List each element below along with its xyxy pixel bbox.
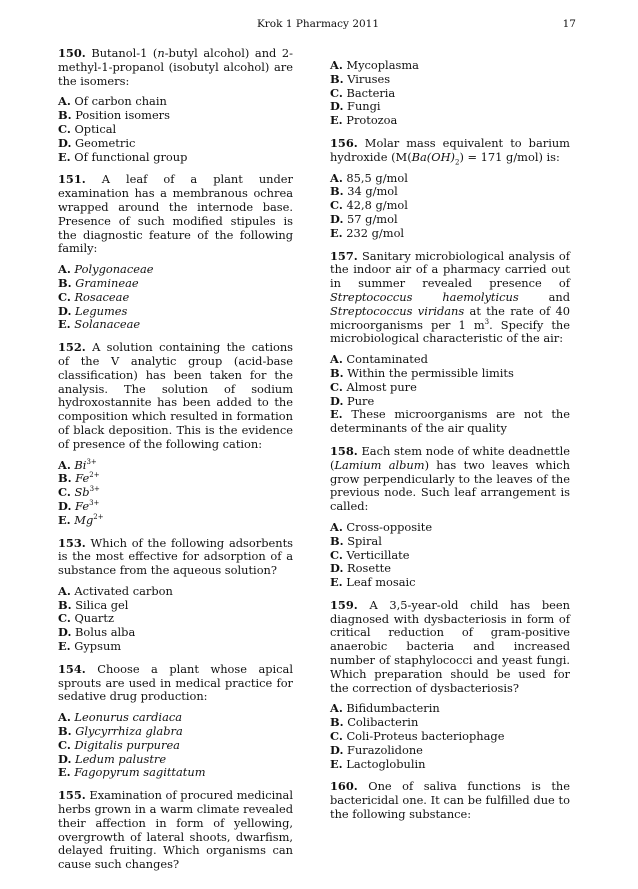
stem-text: One of saliva functions is the bactericidal one. It can be fulfilled due to the following substance:: [330, 779, 570, 822]
option-letter: E.: [58, 317, 71, 332]
answer-option[interactable]: [330, 199, 570, 213]
question-152: [58, 341, 293, 527]
cation-symbol: Fe: [71, 471, 90, 486]
answer-option[interactable]: [58, 472, 293, 486]
option-letter: C.: [330, 379, 343, 394]
option-text: Of carbon chain: [70, 94, 167, 109]
option-text: Furazolidone: [343, 742, 423, 757]
option-letter: B.: [330, 184, 344, 199]
answer-option[interactable]: [330, 185, 570, 199]
option-text: Within the permissible limits: [343, 365, 514, 380]
stem-text: Molar mass equivalent to barium hydroxide (M(: [330, 135, 570, 164]
answer-option[interactable]: [330, 59, 570, 73]
option-letter: E.: [330, 113, 343, 128]
answer-option[interactable]: [58, 711, 293, 725]
stem-math: n: [157, 46, 165, 60]
option-text: Protozoa: [342, 113, 398, 128]
question-number: 158.: [330, 443, 358, 458]
answer-option[interactable]: [330, 213, 570, 227]
option-text: Pure: [343, 393, 375, 408]
option-text: Bacteria: [342, 85, 396, 100]
question-number: 150.: [58, 46, 86, 60]
option-letter: A.: [330, 352, 343, 367]
latin-name: Lamium album: [334, 457, 425, 472]
option-text: These microorganisms are not the determinants of the air quality: [330, 407, 570, 436]
answer-option[interactable]: [330, 576, 570, 590]
option-text: Almost pure: [342, 379, 417, 394]
unit-exponent: 3: [484, 317, 490, 326]
option-letter: B.: [58, 275, 72, 290]
answer-option[interactable]: [58, 514, 293, 528]
answer-option[interactable]: [58, 500, 293, 514]
answer-option[interactable]: [330, 73, 570, 87]
option-letter: A.: [330, 58, 343, 72]
question-number: 156.: [330, 135, 358, 150]
option-text: Contaminated: [342, 352, 428, 367]
option-letter: C.: [330, 198, 343, 213]
question-number: 153.: [58, 535, 86, 550]
option-letter: D.: [330, 742, 344, 757]
option-text: Glycyrrhiza glabra: [71, 724, 183, 739]
answer-option[interactable]: [330, 100, 570, 114]
answer-option[interactable]: [330, 562, 570, 576]
option-letter: D.: [58, 625, 72, 640]
answer-option[interactable]: [330, 744, 570, 758]
option-text: 34 g/mol: [343, 184, 398, 199]
option-letter: E.: [58, 639, 71, 654]
stem-text: ) has two leaves which grow perpendicularly to the leaves of the previous node. Such leaf arrangement is called:: [330, 457, 571, 514]
cation-charge: 3+: [89, 499, 100, 508]
option-text: 42,8 g/mol: [342, 198, 408, 213]
stem-text: A leaf of a plant under examination has a membranous ochrea wrapped around the internode base. Presence of such modified stipules is the diagnostic feature of the following family:: [58, 172, 293, 256]
question-158: [330, 445, 570, 590]
answer-option[interactable]: [58, 753, 293, 767]
question-156: [330, 137, 570, 241]
question-150: [58, 47, 293, 164]
stem-text: Butanol-1 (: [85, 46, 158, 60]
option-text: Cross-opposite: [342, 519, 433, 534]
option-text: Geometric: [71, 135, 136, 150]
option-letter: A.: [58, 710, 71, 725]
answer-option[interactable]: [330, 408, 570, 436]
option-letter: A.: [330, 519, 343, 534]
question-stem: [330, 445, 570, 514]
answer-option[interactable]: [330, 227, 570, 241]
stem-text: Examination of procured medicinal herbs grown in a warm climate revealed their affection in form of yellowing, overgrowth of lateral shoots, dwarfism, delayed fruiting. Which organisms can cause such changes?: [58, 788, 293, 872]
option-text: Gramineae: [71, 275, 139, 290]
answer-option[interactable]: [58, 766, 293, 780]
option-letter: A.: [330, 701, 343, 716]
option-text: Fagopyrum sagittatum: [70, 765, 206, 780]
stem-text: -butyl alcohol) and 2-methyl-1-propanol (isobutyl alcohol) are the isomers:: [58, 46, 293, 88]
answer-option[interactable]: [58, 640, 293, 654]
option-letter: D.: [330, 99, 344, 114]
question-number: 154.: [58, 661, 86, 676]
option-text: 85,5 g/mol: [342, 170, 408, 185]
cation-symbol: Mg: [70, 512, 94, 527]
answer-option[interactable]: [58, 109, 293, 123]
question-stem: [330, 780, 570, 821]
option-text: Optical: [70, 121, 117, 136]
answer-option[interactable]: [58, 486, 293, 500]
option-text: Rosette: [343, 561, 391, 576]
question-160: [330, 780, 570, 821]
option-text: Coli-Proteus bacteriophage: [342, 729, 505, 744]
question-stem: [58, 537, 293, 578]
option-letter: B.: [58, 597, 72, 612]
option-letter: B.: [58, 108, 72, 123]
stem-text: at the rate of 40 microorganisms per 1 m: [330, 303, 570, 332]
option-letter: E.: [330, 407, 343, 422]
question-number: 151.: [58, 172, 86, 187]
question-154: [58, 663, 293, 780]
answer-option[interactable]: [58, 585, 293, 599]
answer-option[interactable]: [58, 305, 293, 319]
option-letter: D.: [330, 211, 344, 226]
option-letter: E.: [330, 225, 343, 240]
option-letter: D.: [330, 561, 344, 576]
option-letter: E.: [58, 765, 71, 780]
answer-option[interactable]: [58, 739, 293, 753]
option-text: Gypsum: [70, 639, 122, 654]
answer-option[interactable]: [330, 716, 570, 730]
answer-option[interactable]: [330, 353, 570, 367]
option-letter: E.: [58, 149, 71, 164]
answer-option[interactable]: [58, 459, 293, 473]
option-letter: C.: [58, 485, 71, 500]
question-155: [58, 789, 293, 872]
option-text: Mycoplasma: [342, 58, 419, 72]
cation-charge: 2+: [89, 471, 100, 480]
option-letter: C.: [330, 85, 343, 100]
option-letter: B.: [330, 533, 344, 548]
question-stem: [330, 250, 570, 347]
question-159: [330, 599, 570, 772]
option-letter: D.: [58, 303, 72, 318]
option-letter: B.: [330, 71, 344, 86]
option-letter: C.: [58, 289, 71, 304]
option-letter: A.: [330, 170, 343, 185]
answer-option[interactable]: [330, 114, 570, 128]
option-letter: B.: [330, 365, 344, 380]
answer-option[interactable]: [58, 263, 293, 277]
option-text: Ledum palustre: [71, 751, 167, 766]
cation-symbol: Fe: [71, 498, 90, 513]
question-stem: [58, 789, 293, 872]
stem-text: and: [518, 289, 570, 304]
stem-text: Which of the following adsorbents is the most effective for adsorption of a substance from the aqueous solution?: [58, 535, 293, 578]
question-151: [58, 173, 293, 332]
stem-text: Each stem node of white deadnettle (: [330, 443, 570, 472]
option-text: Spiral: [343, 533, 382, 548]
option-letter: B.: [58, 724, 72, 739]
question-stem: [58, 663, 293, 704]
right-column: [330, 47, 570, 831]
answer-option[interactable]: [330, 730, 570, 744]
cation-symbol: Sb: [70, 485, 90, 500]
answer-option[interactable]: [58, 612, 293, 626]
answer-option[interactable]: [330, 172, 570, 186]
question-stem: [58, 341, 293, 451]
option-letter: D.: [58, 498, 72, 513]
stem-text: ) = 171 g/mol) is:: [459, 149, 560, 164]
option-text: Rosaceae: [70, 289, 130, 304]
option-letter: E.: [58, 512, 71, 527]
answer-option[interactable]: [58, 626, 293, 640]
left-column: [58, 47, 293, 881]
answer-option[interactable]: [330, 535, 570, 549]
question-stem: [330, 599, 570, 696]
answer-option[interactable]: [330, 521, 570, 535]
answer-option[interactable]: [58, 277, 293, 291]
question-153: [58, 537, 293, 654]
option-text: Verticillate: [342, 547, 410, 562]
option-text: Leonurus cardiaca: [70, 710, 183, 725]
stem-text: A 3,5-year-old child has been diagnosed with dysbacteriosis in form of critical reduction of gram-positive anaerobic bacteria and increased number of staphylococci and yeast fungi. Which preparation should be used for the correction of dysbacteriosis?: [330, 597, 570, 695]
answer-option[interactable]: [330, 87, 570, 101]
question-stem: [330, 137, 570, 165]
header-title: Krok 1 Pharmacy 2011: [256, 18, 380, 30]
option-letter: D.: [58, 135, 72, 150]
option-letter: B.: [330, 715, 344, 730]
option-text: Quartz: [70, 611, 114, 626]
option-text: Activated carbon: [70, 583, 173, 598]
option-letter: C.: [330, 729, 343, 744]
answer-option[interactable]: [330, 381, 570, 395]
cation-symbol: Bi: [70, 457, 87, 472]
option-text: Viruses: [343, 71, 391, 86]
organism-name: Streptococcus viridans: [330, 303, 465, 318]
option-text: Colibacterin: [343, 715, 419, 730]
page-header: [60, 16, 576, 32]
question-stem: [58, 47, 293, 88]
question-stem: [58, 173, 293, 256]
cation-charge: 2+: [93, 512, 104, 521]
answer-option[interactable]: [58, 151, 293, 165]
option-letter: C.: [330, 547, 343, 562]
option-letter: C.: [58, 611, 71, 626]
question-number: 160.: [330, 779, 358, 794]
option-letter: D.: [330, 393, 344, 408]
option-text: 232 g/mol: [342, 225, 405, 240]
option-letter: A.: [58, 457, 71, 472]
option-letter: B.: [58, 471, 72, 486]
option-letter: E.: [330, 575, 343, 590]
stem-text: Sanitary microbiological analysis of the indoor air of a pharmacy carried out in summer revealed presence of: [330, 248, 570, 291]
option-letter: E.: [330, 756, 343, 771]
option-letter: A.: [58, 94, 71, 109]
option-text: Fungi: [343, 99, 381, 114]
formula-subscript: 2: [454, 158, 460, 167]
answer-option[interactable]: [58, 123, 293, 137]
cation-charge: 3+: [86, 457, 97, 466]
answer-option[interactable]: [58, 137, 293, 151]
question-number: 157.: [330, 248, 358, 263]
option-text: Lactoglobulin: [342, 756, 426, 771]
option-text: Legumes: [71, 303, 128, 318]
answer-option[interactable]: [58, 95, 293, 109]
option-letter: C.: [58, 737, 71, 752]
formula: Ba(OH): [411, 149, 455, 164]
cation-charge: 3+: [89, 485, 100, 494]
answer-option[interactable]: [330, 395, 570, 409]
question-number: 159.: [330, 597, 358, 612]
answer-option[interactable]: [58, 318, 293, 332]
option-text: Bifidumbacterin: [342, 701, 440, 716]
answer-option[interactable]: [58, 599, 293, 613]
organism-name: Streptococcus haemolyticus: [330, 289, 519, 304]
question-number: 152.: [58, 340, 86, 355]
option-letter: C.: [58, 121, 71, 136]
answer-option[interactable]: [330, 549, 570, 563]
question-157: [330, 250, 570, 436]
stem-text: . Specify the microbiological characteristic of the air:: [330, 317, 571, 346]
option-text: 57 g/mol: [343, 211, 398, 226]
question-155-options: [330, 59, 570, 128]
option-text: Position isomers: [71, 108, 170, 123]
stem-text: A solution containing the cations of the V analytic group (acid-base classification) has been taken for the analysis. The solution of sodium hydroxostannite has been added to the composition which resulted in formation of black deposition. This is the evidence of presence of the following cation:: [58, 340, 293, 451]
question-number: 155.: [58, 788, 86, 803]
option-text: Digitalis purpurea: [70, 737, 180, 752]
option-text: Polygonaceae: [70, 262, 154, 277]
option-text: Silica gel: [71, 597, 129, 612]
answer-option[interactable]: [330, 367, 570, 381]
option-text: Bolus alba: [71, 625, 136, 640]
option-letter: A.: [58, 262, 71, 277]
option-letter: D.: [58, 751, 72, 766]
answer-option[interactable]: [330, 758, 570, 772]
answer-option[interactable]: [58, 291, 293, 305]
option-text: Of functional group: [70, 149, 188, 164]
option-text: Leaf mosaic: [342, 575, 416, 590]
answer-option[interactable]: [58, 725, 293, 739]
stem-text: Choose a plant whose apical sprouts are used in medical practice for sedative drug production:: [58, 661, 293, 704]
option-letter: A.: [58, 583, 71, 598]
page-number: 17: [562, 18, 576, 30]
answer-option[interactable]: [330, 702, 570, 716]
option-text: Solanaceae: [70, 317, 141, 332]
